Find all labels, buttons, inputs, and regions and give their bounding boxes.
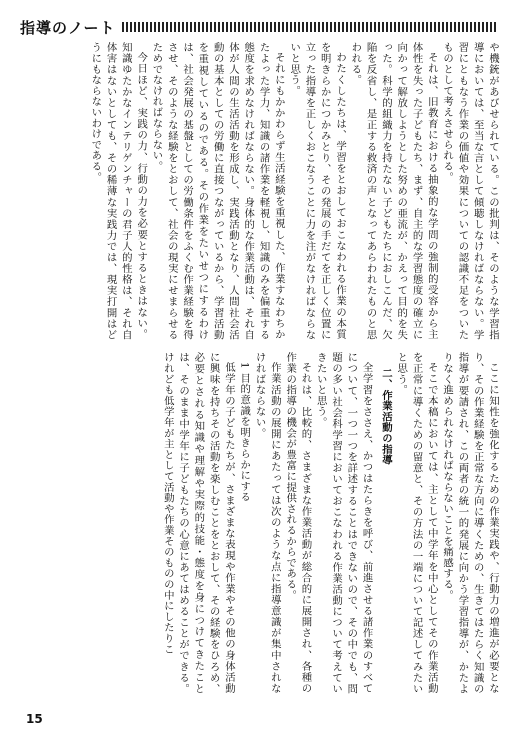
- body-paragraph: そこで本稿においては、主として中学年を中心としてその作業活動を正常に導くための留意と、その方法の一端について記述してみたいと思う。: [395, 352, 438, 694]
- body-paragraph: それは、比較的、さまざまな作業活動が総合的に展開され、各種の作業の指導の機会が豊富に提供されるからである。: [284, 352, 312, 694]
- upper-text-block: [20, 42, 500, 340]
- subsection-heading: 1 目的意識を明きらかにする: [238, 362, 251, 503]
- body-paragraph: 今日ほど、実践の力、行動の力を必要とするときはない。知識ゆたかなインテリゲンチャーの君子人的性格は、それ自体害はないとしても、その稀薄な実践力では、現実打開はどうにもならないわけである。: [89, 42, 148, 340]
- lower-text-block: [20, 352, 500, 694]
- running-header-title: 指導のノート: [20, 19, 116, 37]
- running-header: [20, 18, 496, 40]
- body-paragraph: それは、旧教育における抽象的な学問の強制的受容から主体性を失った子どもたち、まず、自主的な学習態度の確立に向かって解放しようとした努めの亜流が、かえって目的を失った。科学的組織力を持たない子どもたちにおしこんだ、欠陥を反省し、是正する救済の声となってあらわれたものと思われる。: [349, 42, 438, 340]
- body-paragraph: ここに知性を強化するための作業実践や、行動力の増進が必要となり、その作業経験を正常な方向に導くための、生きてはたらく知識の指導が要請され、この両者の統一的発展に向かう学習指導が、かたよりなく進められなければならないことを痛感する。: [441, 352, 499, 694]
- body-paragraph: や機銃があびせられている。この批判は、そのような学習指導においては、至当な言として傾聴しなければならない。学習にともなう作業の価値や効果についての認識不足をついたものとして考えさせられる。: [441, 42, 499, 340]
- page-number: 15: [26, 712, 43, 726]
- body-paragraph: 作業活動の展開にあたっては次のような点に指導意識が集中されなければならない。: [253, 352, 281, 694]
- body-paragraph: わたくしたちは、学習をとおしておこなわれる作業の本質を明きらかにつかみとり、その発展の手だてを正しく位置に立った指導を正しくおこなうことに力を注がなければならないと思う。: [288, 42, 347, 340]
- body-paragraph: 全学習をささえ、かつはたらきを呼び、前進させる諸作業のすべてについて、一つ一つを詳述することはできないので、その中でも、問題の多い社会科学習においておこなわれる作業活動について考えていきたいと思う。: [314, 352, 373, 694]
- section-heading: 二、作業活動の指導: [379, 367, 392, 465]
- body-paragraph: それにもかかわらず生活経験を重視した、作業すなわちかたよった学力、知識の諸作業を軽視し、知識のみを偏重する態度を求めなければならない。身体的な作業活動は、それ自体が人間の生活活動を形成し、実践活動となり、人間社会活動の基本としての労働に直接つながっているから、学習活動を重視しているのである。その作業をたいせつにするわけは、社会発展の基盤としての労働条件をふくむ作業経験を得させ、そのような経験をとおして、社会の現実にせまらせるためでなければならない。: [150, 42, 285, 340]
- header-hatch-rule: [122, 22, 496, 32]
- body-paragraph: 低学年の子どもたちが、さまざまな表現や作業やその他の身体活動に興味を持ちその活動を楽しむことをとおして、その経験をひろめ、必要とされる知識や理解や実際的技能・態度を身につけてきたことは、そのまま中学年に子どもたちの心意にあてはめることができる。けれども低学年が主として活動や作業そのものの中にしたりこ: [161, 352, 235, 694]
